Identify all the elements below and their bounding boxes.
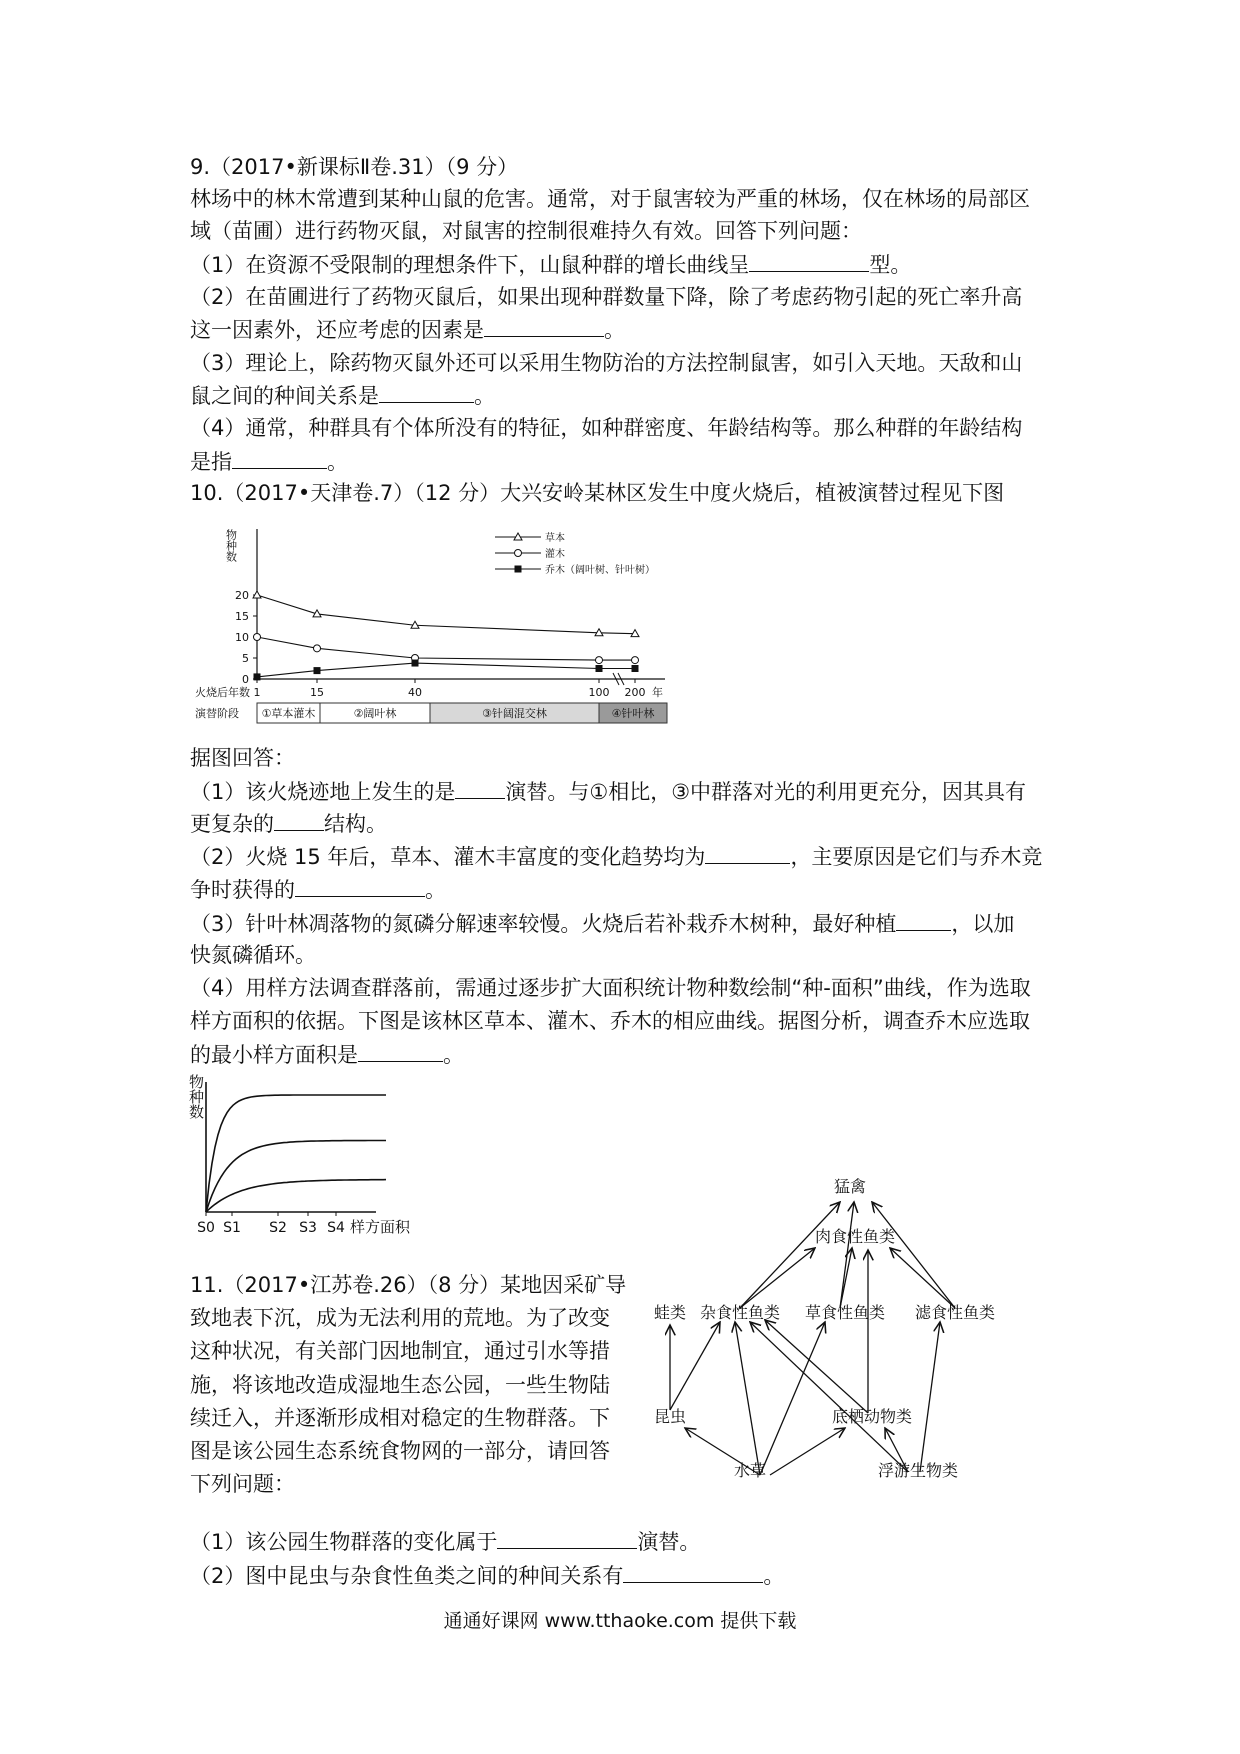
data-point	[254, 673, 261, 680]
node-benthic: 底栖动物类	[831, 1407, 913, 1426]
q9-sub3-cont: 鼠之间的种间关系是 。	[190, 384, 495, 408]
legend-marker	[515, 550, 522, 557]
data-point	[314, 667, 321, 674]
food-web-diagram	[640, 1170, 1020, 1480]
legend-marker	[515, 566, 522, 573]
q10-header: 10.（2017•天津卷.7）（12 分）大兴安岭某林区发生中度火烧后，植被演替过程见下图	[190, 481, 1005, 505]
species-area-curve	[206, 1141, 386, 1213]
x-unit-label: 年	[652, 686, 663, 699]
x-tick-label: S1	[223, 1220, 241, 1236]
node-filter-fish: 滤食性鱼类	[914, 1303, 996, 1322]
x-tick-label: 200	[624, 686, 646, 699]
answer-blank	[379, 382, 474, 403]
series-line	[257, 595, 635, 634]
x-tick-label: 15	[310, 686, 324, 699]
answer-blank	[705, 843, 790, 864]
x-tick-label: 1	[253, 686, 261, 699]
succession-line-chart	[195, 525, 760, 725]
q10-sub1-cont: 更复杂的 结构。	[190, 812, 387, 836]
x-tick-label: 40	[408, 686, 422, 699]
q9-text: 林场中的林木常遭到某种山鼠的危害。通常，对于鼠害较为严重的林场，仅在林场的局部区	[190, 187, 1030, 211]
data-point	[632, 657, 639, 664]
q11-text: 图是该公园生态系统食物网的一部分，请回答	[190, 1439, 610, 1463]
node-aquatic-plant: 水草	[733, 1461, 767, 1480]
data-point	[632, 665, 639, 672]
y-axis-label: 物种数	[187, 1074, 205, 1119]
data-point	[254, 634, 261, 641]
legend-label: 灌木	[545, 549, 565, 560]
q10-intro: 据图回答：	[190, 746, 295, 770]
q11-sub2: （2）图中昆虫与杂食性鱼类之间的种间关系有 。	[190, 1564, 785, 1588]
x-axis-label: 样方面积	[350, 1218, 411, 1236]
q10-sub3: （3）针叶林凋落物的氮磷分解速率较慢。火烧后若补栽乔木树种，最好种植 ，以加	[190, 912, 1015, 936]
x-axis-label: 火烧后年数	[195, 686, 250, 699]
y-axis-label: 物种数	[224, 529, 238, 562]
answer-blank	[295, 876, 425, 897]
answer-blank	[455, 778, 505, 799]
q11-text: 致地表下沉，成为无法利用的荒地。为了改变	[190, 1306, 610, 1330]
q11-text: 施，将该地改造成湿地生态公园，一些生物陆	[190, 1373, 610, 1397]
data-point	[596, 657, 603, 664]
node-frog: 蛙类	[653, 1303, 687, 1322]
data-point	[412, 660, 419, 667]
species-area-chart	[187, 1072, 488, 1252]
answer-blank	[358, 1041, 443, 1062]
q11-text: 续迁入，并逐渐形成相对稳定的生物群落。下	[190, 1406, 610, 1430]
q9-sub3: （3）理论上，除药物灭鼠外还可以采用生物防治的方法控制鼠害，如引入天地。天敌和山	[190, 351, 1023, 375]
y-tick-label: 15	[235, 610, 249, 623]
y-tick-label: 10	[235, 631, 249, 644]
node-plankton: 浮游生物类	[877, 1461, 959, 1480]
q9-sub2: （2）在苗圃进行了药物灭鼠后，如果出现种群数量下降，除了考虑药物引起的死亡率升高	[190, 285, 1023, 309]
legend-label: 草本	[545, 533, 565, 544]
q10-sub4-cont: 样方面积的依据。下图是该林区草本、灌木、乔木的相应曲线。据图分析，调查乔木应选取	[190, 1009, 1030, 1033]
stage-name: ④针叶林	[611, 707, 655, 720]
y-tick-label: 5	[242, 652, 249, 665]
q9-text: 域（苗圃）进行药物灭鼠，对鼠害的控制很难持久有效。回答下列问题：	[190, 219, 862, 243]
q11-text: 这种状况，有关部门因地制宜，通过引水等措	[190, 1339, 610, 1363]
q9-sub4: （4）通常，种群具有个体所没有的特征，如种群密度、年龄结构等。那么种群的年龄结构	[190, 416, 1023, 440]
x-tick-label: S3	[299, 1220, 317, 1236]
food-web-arrows	[670, 1202, 955, 1475]
node-carnivorous-fish: 肉食性鱼类	[814, 1227, 896, 1246]
answer-blank	[896, 910, 951, 931]
q10-sub2-cont: 争时获得的 。	[190, 878, 446, 902]
q10-sub2: （2）火烧 15 年后，草本、灌木丰富度的变化趋势均为 ，主要原因是它们与乔木竞	[190, 845, 1043, 869]
answer-blank	[497, 1528, 637, 1549]
q10-sub3-cont: 快氮磷循环。	[190, 943, 316, 967]
data-point	[314, 645, 321, 652]
answer-blank	[484, 316, 604, 337]
node-insect: 昆虫	[653, 1407, 687, 1426]
q11-text: 11.（2017•江苏卷.26）（8 分）某地因采矿导	[190, 1273, 627, 1297]
q9-sub1: （1）在资源不受限制的理想条件下，山鼠种群的增长曲线呈 型。	[190, 253, 912, 277]
stage-name: ①草本灌木	[261, 707, 316, 720]
answer-blank	[623, 1562, 763, 1583]
stage-name: ③针阔混交林	[482, 707, 547, 720]
x-tick-label: S4	[327, 1220, 345, 1236]
x-tick-label: 100	[588, 686, 610, 699]
legend-label: 乔木（阔叶树、针叶树）	[545, 565, 655, 576]
data-point	[596, 665, 603, 672]
stage-label: 演替阶段	[195, 707, 239, 720]
q9-sub4-cont: 是指 。	[190, 450, 348, 474]
y-tick-label: 0	[242, 673, 249, 686]
answer-blank	[232, 448, 327, 469]
answer-blank	[274, 810, 324, 831]
y-tick-label: 20	[235, 589, 249, 602]
x-tick-label: S2	[269, 1220, 287, 1236]
x-tick-label: S0	[197, 1220, 215, 1236]
node-raptor: 猛禽	[833, 1177, 867, 1196]
q10-sub1: （1）该火烧迹地上发生的是 演替。与①相比，③中群落对光的利用更充分，因其具有	[190, 780, 1027, 804]
q10-sub4-cont2: 的最小样方面积是 。	[190, 1043, 464, 1067]
q9-sub2-cont: 这一因素外，还应考虑的因素是 。	[190, 318, 625, 342]
q11-text: 下列问题：	[190, 1472, 295, 1496]
answer-blank	[749, 251, 869, 272]
footer-text: 通通好课网 www.tthaoke.com 提供下载	[443, 1610, 797, 1632]
species-area-curve	[206, 1180, 386, 1212]
q9-header: 9.（2017•新课标Ⅱ卷.31）（9 分）	[190, 155, 519, 179]
node-omnivorous-fish: 杂食性鱼类	[699, 1303, 781, 1322]
q11-sub1: （1）该公园生物群落的变化属于 演替。	[190, 1530, 701, 1554]
q10-sub4: （4）用样方法调查群落前，需通过逐步扩大面积统计物种数绘制“种-面积”曲线，作为选取	[190, 976, 1031, 1000]
node-herbivorous-fish: 草食性鱼类	[804, 1303, 886, 1322]
stage-name: ②阔叶林	[353, 707, 397, 720]
